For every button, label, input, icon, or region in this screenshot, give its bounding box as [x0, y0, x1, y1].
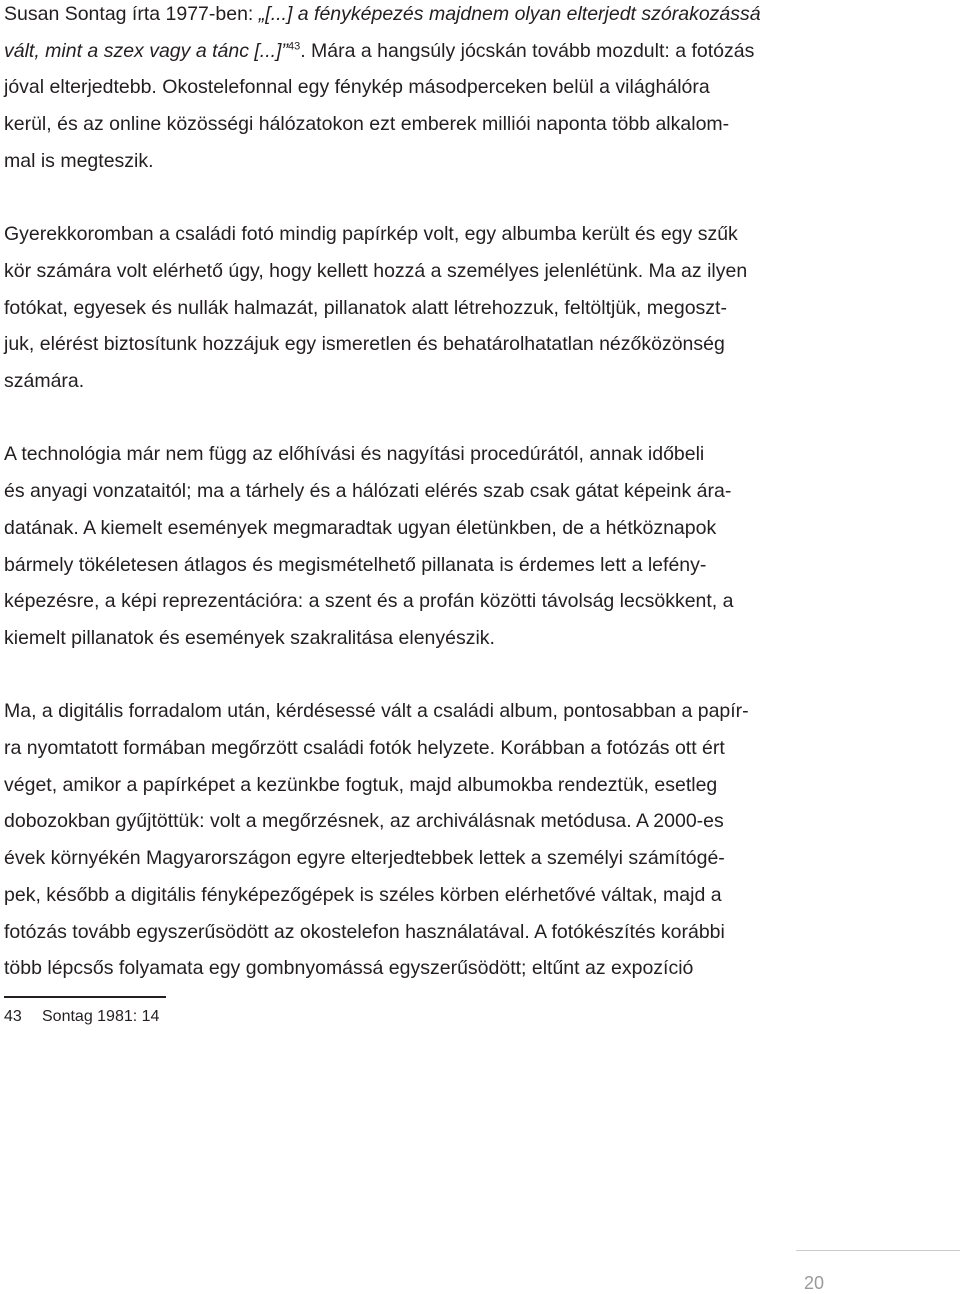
quote-end: vált, mint a szex vagy a tánc [...]”	[4, 39, 288, 62]
page-number: 20	[803, 1273, 824, 1293]
footnote-reference[interactable]: 43	[287, 40, 301, 53]
footnote-text: Sontag 1981: 14	[42, 1008, 160, 1025]
text-line: Gyerekkoromban a családi fotó mindig papírkép volt, egy albumba került és egy szűk	[4, 223, 738, 246]
text-line: és anyagi vonzataitól; ma a tárhely és a hálózati elérés szab csak gátat képeink ára-	[4, 480, 732, 503]
text-line: juk, elérést biztosítunk hozzájuk egy ismeretlen és behatárolhatatlan nézőközönség	[4, 333, 725, 356]
paragraph-3	[4, 436, 834, 656]
text-line: jóval elterjedtebb. Okostelefonnal egy fénykép másodperceken belül a világhálóra	[4, 76, 710, 99]
paragraph-1	[4, 0, 834, 180]
paragraph-4	[4, 693, 834, 987]
document-page	[4, 0, 834, 987]
text-line: fotókat, egyesek és nullák halmazát, pillanatok alatt létrehozzuk, feltöltjük, megoszt-	[4, 296, 727, 319]
quote-start: „[...] a fényképezés majdnem olyan elterjedt szórakozássá	[258, 3, 761, 25]
text-line: dobozokban gyűjtöttük: volt a megőrzésnek, az archiválásnak metódusa. A 2000-es	[4, 810, 724, 833]
text-line: datának. A kiemelt események megmaradtak ugyan életünkben, de a hétköznapok	[4, 516, 717, 539]
text-line	[4, 0, 834, 33]
text-line: bármely tökéletesen átlagos és megismételhető pillanata is érdemes lett a lefény-	[4, 553, 707, 576]
text-line	[4, 33, 834, 70]
footnote	[4, 1006, 159, 1028]
text-line: pek, később a digitális fényképezőgépek is széles körben elérhetővé váltak, majd a	[4, 883, 722, 906]
quote-continuation: . Mára a hangsúly jócskán tovább mozdult: a fotózás	[300, 39, 755, 62]
text-line: kiemelt pillanatok és események szakralitása elenyészik.	[4, 626, 495, 649]
text-line: számára.	[4, 370, 85, 393]
quote-intro: Susan Sontag írta 1977-ben:	[4, 3, 259, 25]
footnote-number: 43	[4, 1008, 22, 1025]
text-line: Ma, a digitális forradalom után, kérdésessé vált a családi album, pontosabban a papír-	[4, 700, 749, 723]
text-line: véget, amikor a papírképet a kezünkbe fogtuk, majd albumokba rendeztük, esetleg	[4, 773, 718, 796]
text-line: mal is megteszik.	[4, 149, 154, 172]
text-line: fotózás tovább egyszerűsödött az okostelefon használatával. A fotókészítés korábbi	[4, 920, 725, 943]
text-line: több lépcsős folyamata egy gombnyomássá egyszerűsödött; eltűnt az expozíció	[4, 957, 694, 980]
text-line: A technológia már nem függ az előhívási és nagyítási procedúrától, annak időbeli	[4, 443, 705, 466]
text-line: kerül, és az online közösségi hálózatokon ezt emberek milliói naponta több alkalom-	[4, 113, 730, 136]
text-line: évek környékén Magyarországon egyre elterjedtebbek lettek a személyi számítógé-	[4, 847, 725, 870]
text-line: kör számára volt elérhető úgy, hogy kellett hozzá a személyes jelenlétünk. Ma az ilyen	[4, 259, 748, 282]
text-line: képezésre, a képi reprezentációra: a szent és a profán közötti távolság lecsökkent, a	[4, 590, 734, 613]
footnote-separator	[4, 996, 166, 998]
page-number-rule	[796, 1250, 960, 1251]
text-line: ra nyomtatott formában megőrzött családi fotók helyzete. Korábban a fotózás ott ért	[4, 737, 725, 760]
paragraph-2	[4, 216, 834, 400]
